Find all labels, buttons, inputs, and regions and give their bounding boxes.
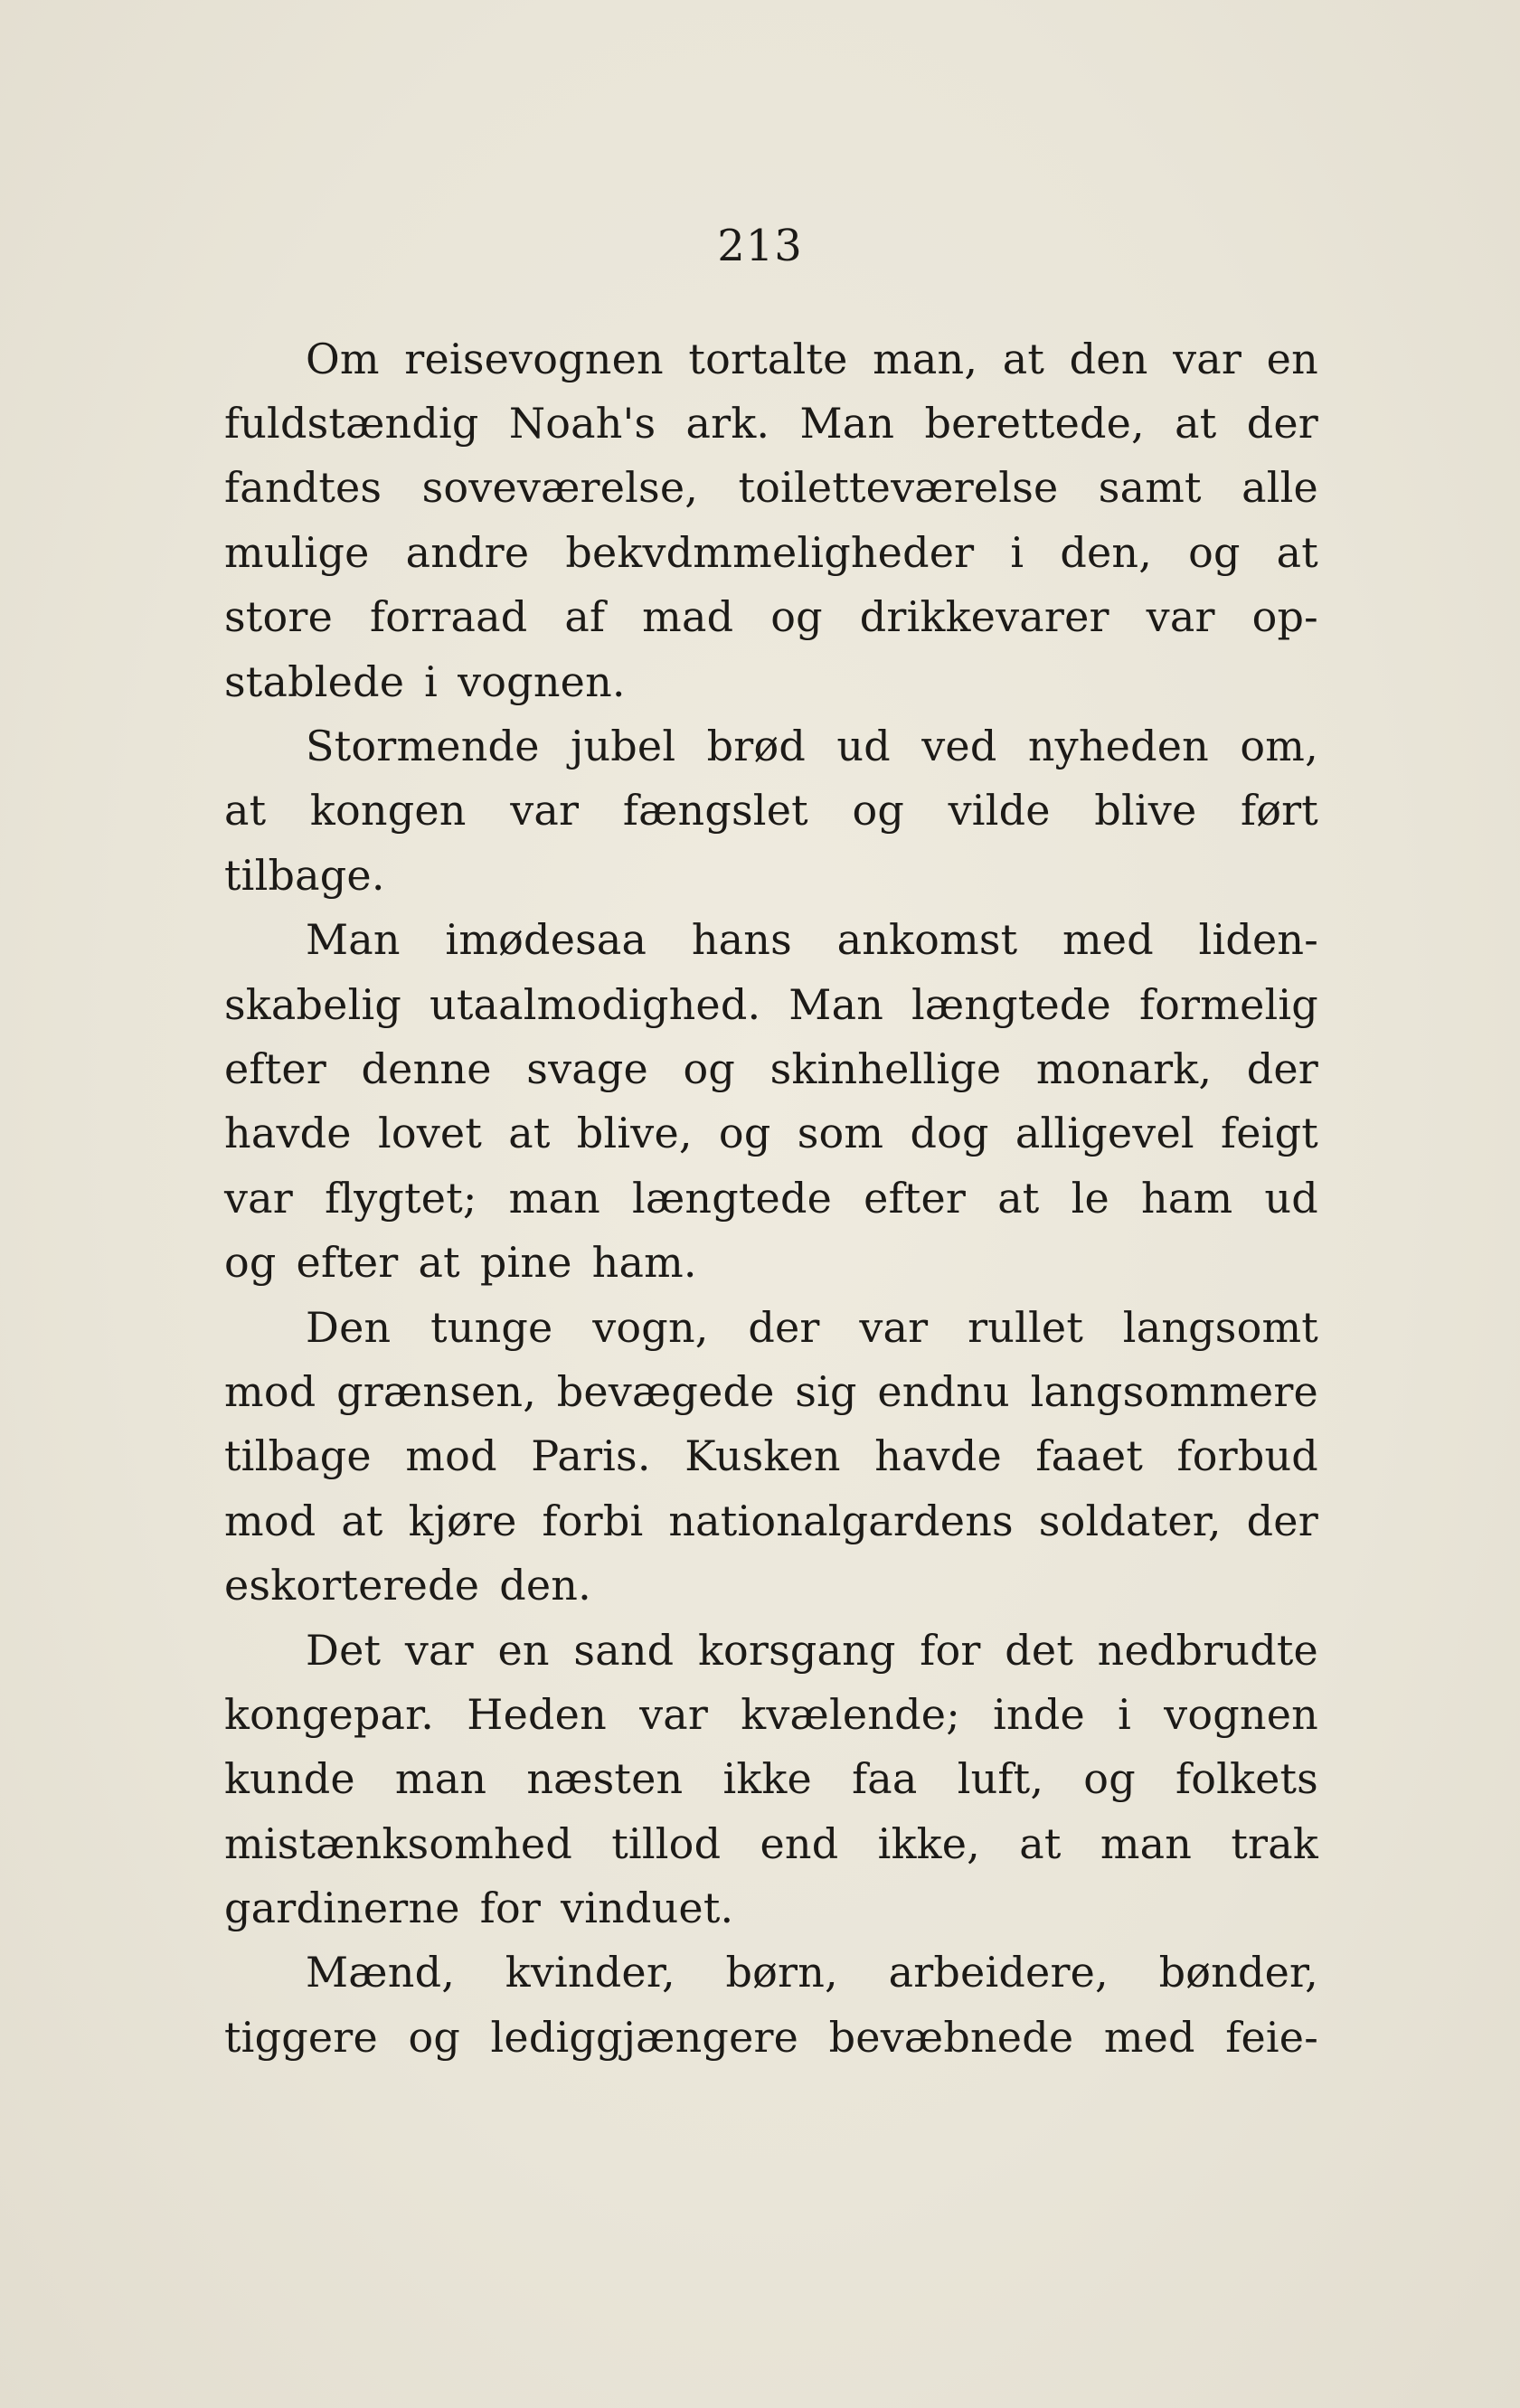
text-line: eskorterede den. bbox=[224, 1561, 591, 1610]
page-number: 213 bbox=[717, 221, 803, 271]
text-line: Om reisevognen tortalte man, at den var en bbox=[306, 334, 1318, 383]
text-line: stablede i vognen. bbox=[224, 656, 626, 706]
text-line: at kongen var fængslet og vilde blive ført bbox=[224, 786, 1318, 836]
text-line: kongepar. Heden var kvælende; inde i vognen bbox=[224, 1689, 1318, 1739]
text-line: kunde man næsten ikke faa luft, og folkets bbox=[224, 1754, 1318, 1804]
text-line: fandtes soveværelse, toiletteværelse samt alle bbox=[224, 463, 1318, 513]
text-line: mulige andre bekvdmmeligheder i den, og at bbox=[224, 527, 1318, 577]
text-line: Det var en sand korsgang for det nedbrudte bbox=[306, 1625, 1318, 1675]
text-line: fuldstændig Noah's ark. Man berettede, at der bbox=[224, 399, 1318, 449]
text-line: Man imødesaa hans ankomst med liden- bbox=[306, 915, 1318, 965]
text-line: tilbage mod Paris. Kusken havde faaet forbud bbox=[224, 1431, 1318, 1481]
text-line: og efter at pine ham. bbox=[224, 1238, 697, 1288]
text-line: efter denne svage og skinhellige monark, der bbox=[224, 1043, 1318, 1093]
text-line: Stormende jubel brød ud ved nyheden om, bbox=[306, 722, 1318, 771]
text-line: mistænksomhed tillod end ikke, at man trak bbox=[224, 1818, 1318, 1868]
text-line: var flygtet; man længtede efter at le ham ud bbox=[224, 1173, 1318, 1223]
text-line: mod at kjøre forbi nationalgardens soldater, der bbox=[224, 1496, 1318, 1545]
body-text bbox=[224, 326, 1318, 2070]
text-line: store forraad af mad og drikkevarer var op- bbox=[224, 592, 1318, 642]
text-line: skabelig utaalmodighed. Man længtede formelig bbox=[224, 979, 1318, 1029]
text-line: mod grænsen, bevægede sig endnu langsommere bbox=[224, 1366, 1318, 1416]
text-line: tilbage. bbox=[224, 850, 385, 900]
text-line: Den tunge vogn, der var rullet langsomt bbox=[306, 1302, 1318, 1352]
text-line: tiggere og lediggjængere bevæbnede med feie- bbox=[224, 2012, 1318, 2062]
text-line: havde lovet at blive, og som dog alligevel feigt bbox=[224, 1109, 1318, 1158]
text-line: gardinerne for vinduet. bbox=[224, 1884, 734, 1933]
text-line: Mænd, kvinder, børn, arbeidere, bønder, bbox=[306, 1948, 1318, 1997]
